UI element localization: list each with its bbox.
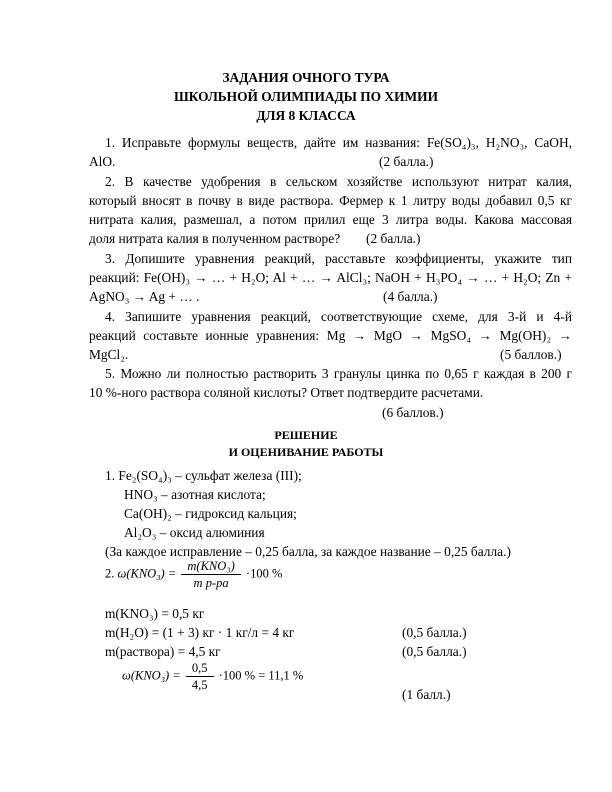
solution-2-line-3-points: (0,5 балла.) [402, 644, 467, 659]
task-5-line-2: 10 %-ного раствора соляной кислоты? Ответ подтвердите расчетами. [89, 385, 484, 400]
solution-2-line-2: m(H₂O) = (1 + 3) кг · 1 кг/л = 4 кг [105, 625, 295, 640]
solution-1-item-1: 1. Fe₂(SO₄)₃ – сульфат железа (III); [105, 468, 302, 483]
calc-rhs: ·100 % = 11,1 % [218, 668, 304, 683]
header-line-2: ШКОЛЬНОЙ ОЛИМПИАДЫ ПО ХИМИИ [174, 89, 438, 104]
calc-numerator: 0,5 [186, 660, 214, 677]
task-3-points: (4 балла.) [383, 289, 438, 304]
mass-fraction-lhs: ω(KNO₃) = [117, 566, 177, 581]
fraction-numerator: m(KNO₃) [181, 558, 240, 575]
task-4-line-3: MgCl₂. [89, 347, 129, 362]
task-5-points: (6 баллов.) [382, 405, 444, 420]
task-2-line-4: доля нитрата калия в полученном растворе? [89, 231, 341, 246]
solution-2-line-3: m(раствора) = 4,5 кг [105, 644, 221, 659]
task-4-points: (5 баллов.) [500, 347, 562, 362]
solution-1-note: (За каждое исправление – 0,25 балла, за каждое название – 0,25 балла.) [105, 544, 511, 559]
solution-2-label: 2. [105, 566, 115, 581]
task-3-line-3: AgNO₃ → Ag + … . [89, 289, 200, 304]
task-2-line-3: нитрата калия, размешал, а потом прилил еще 3 литра воды. Какова массовая [89, 212, 572, 227]
solution-1-item-4: Al₂O₃ – оксид алюминия [124, 525, 265, 540]
task-2-line-1: 2. В качестве удобрения в сельском хозяйстве используют нитрат калия, [105, 174, 572, 189]
solution-1-item-2: HNO₃ – азотная кислота; [124, 487, 266, 502]
solution-2-calculation [122, 660, 303, 693]
calc-denominator: 4,5 [191, 678, 208, 692]
solution-2-calc-points: (1 балл.) [402, 687, 451, 702]
calc-fraction [186, 660, 214, 693]
calc-lhs: ω(KNO₃) = [122, 668, 181, 683]
header-line-1: ЗАДАНИЯ ОЧНОГО ТУРА [222, 70, 390, 85]
solution-2-line-1: m(KNO₃) = 0,5 кг [105, 606, 205, 621]
task-2-line-2: который вносят в почву в виде раствора. Фермер к 1 литру воды добавил 0,5 кг [89, 193, 572, 208]
task-4-line-1: 4. Запишите уравнения реакций, соответствующие схеме, для 3-й и 4-й [105, 309, 572, 324]
solution-title-2: И ОЦЕНИВАНИЕ РАБОТЫ [228, 445, 384, 459]
task-1-line-1: 1. Исправьте формулы веществ, дайте им названия: Fe(SO₄)₃, H₂NO₃, CaOH, [105, 135, 572, 150]
task-1-points: (2 балла.) [379, 154, 434, 169]
task-1-line-2: AlO. [89, 154, 116, 169]
solution-2-line-2-points: (0,5 балла.) [402, 625, 467, 640]
task-3-line-1: 3. Допишите уравнения реакций, расставьте коэффициенты, укажите тип [105, 251, 572, 266]
solution-2-formula [105, 558, 282, 591]
mass-fraction-rhs: ·100 % [245, 566, 283, 581]
task-5-line-1: 5. Можно ли полностью растворить 3 гранулы цинка по 0,65 г каждая в 200 г [105, 366, 572, 381]
solution-title-1: РЕШЕНИЕ [274, 428, 338, 442]
task-2-points: (2 балла.) [366, 231, 421, 246]
mass-fraction-fraction [181, 558, 240, 591]
task-3-line-2: реакций: Fe(OH)₃ → … + H₂O; Al + … → AlCl₃; NaOH + H₃PO₄ → … + H₂O; Zn + [89, 270, 572, 285]
solution-1-item-3: Ca(OH)₂ – гидроксид кальция; [124, 506, 297, 521]
header-line-3: ДЛЯ 8 КЛАССА [256, 108, 356, 123]
task-4-line-2: реакций составьте ионные уравнения: Mg → MgO → MgSO₄ → Mg(OH)₂ → [89, 328, 572, 343]
fraction-denominator: m р-ра [193, 576, 229, 590]
